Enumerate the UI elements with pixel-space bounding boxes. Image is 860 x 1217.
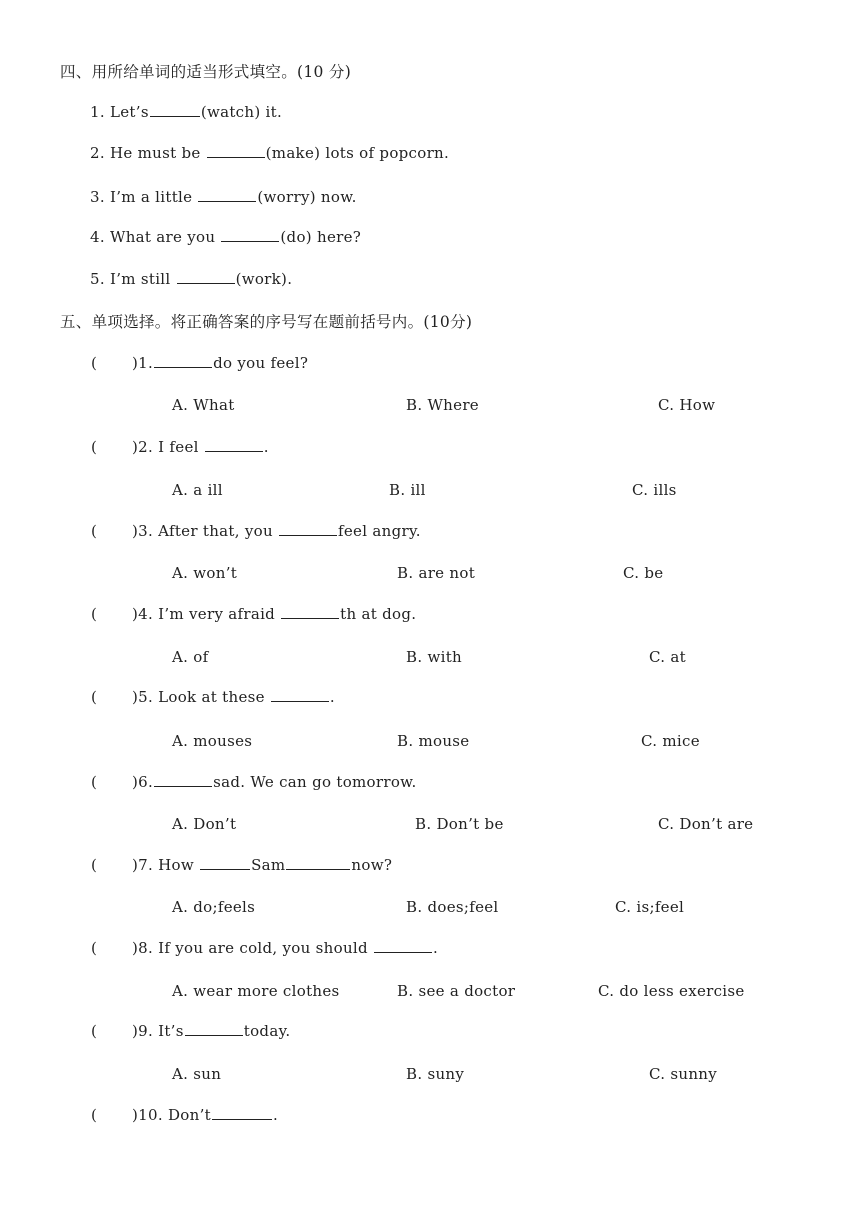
option-b[interactable]: B. are not — [397, 564, 476, 582]
item-text: (make) lots of popcorn. — [265, 144, 450, 162]
answer-paren[interactable]: ( — [91, 605, 98, 623]
question-text: )5. Look at these — [132, 688, 270, 706]
question-10 — [91, 1105, 278, 1125]
question-text: feel angry. — [338, 522, 421, 540]
option-a[interactable]: A. do;feels — [172, 898, 256, 916]
answer-paren[interactable]: ( — [91, 773, 98, 791]
answer-paren[interactable]: ( — [91, 1106, 98, 1124]
answer-blank[interactable] — [207, 143, 265, 158]
question-text: )8. If you are cold, you should — [132, 939, 373, 957]
item-text: (watch) it. — [200, 103, 283, 121]
section-5-heading: 五、单项选择。将正确答案的序号写在题前括号内。(10分) — [60, 313, 473, 331]
answer-blank[interactable] — [286, 855, 350, 870]
answer-paren[interactable]: ( — [91, 522, 98, 540]
question-text: sad. We can go tomorrow. — [213, 773, 417, 791]
option-c[interactable]: C. do less exercise — [598, 982, 745, 1000]
item-text: 4. What are you — [90, 228, 221, 246]
item-text: 3. I’m a little — [90, 188, 198, 206]
question-text: now? — [351, 856, 393, 874]
question-text: . — [273, 1106, 279, 1124]
answer-blank[interactable] — [154, 772, 212, 787]
question-9 — [91, 1021, 290, 1041]
fill-item-4 — [90, 227, 361, 247]
question-text: . — [263, 438, 269, 456]
question-2 — [91, 437, 269, 457]
option-a[interactable]: A. wear more clothes — [172, 982, 340, 1000]
answer-blank[interactable] — [221, 227, 279, 242]
question-1 — [91, 353, 308, 373]
answer-blank[interactable] — [200, 855, 250, 870]
question-text: th at dog. — [340, 605, 417, 623]
option-b[interactable]: B. Don’t be — [415, 815, 504, 833]
question-3 — [91, 521, 421, 541]
section-4-heading: 四、用所给单词的适当形式填空。(10 分) — [60, 63, 352, 81]
answer-blank[interactable] — [279, 521, 337, 536]
option-b[interactable]: B. with — [406, 648, 462, 666]
question-text: . — [329, 688, 335, 706]
question-text: )4. I’m very afraid — [132, 605, 281, 623]
question-7 — [91, 855, 392, 875]
answer-paren[interactable]: ( — [91, 856, 98, 874]
item-text: 1. Let’s — [90, 103, 149, 121]
question-text: )2. I feel — [132, 438, 204, 456]
answer-blank[interactable] — [177, 269, 235, 284]
question-text: )1. — [132, 354, 154, 372]
option-a[interactable]: A. of — [172, 648, 209, 666]
question-text: )6. — [132, 773, 154, 791]
option-b[interactable]: B. mouse — [397, 732, 470, 750]
option-c[interactable]: C. sunny — [649, 1065, 718, 1083]
question-text: do you feel? — [213, 354, 309, 372]
item-text: (do) here? — [280, 228, 362, 246]
answer-blank[interactable] — [150, 102, 200, 117]
option-a[interactable]: A. mouses — [172, 732, 253, 750]
option-b[interactable]: B. ill — [389, 481, 426, 499]
answer-paren[interactable]: ( — [91, 438, 98, 456]
option-b[interactable]: B. Where — [406, 396, 479, 414]
answer-paren[interactable]: ( — [91, 939, 98, 957]
question-text: today. — [243, 1022, 291, 1040]
answer-blank[interactable] — [205, 437, 263, 452]
question-text: )9. It’s — [132, 1022, 184, 1040]
answer-blank[interactable] — [271, 687, 329, 702]
fill-item-3 — [90, 187, 357, 207]
answer-blank[interactable] — [185, 1021, 243, 1036]
question-text: )10. Don’t — [132, 1106, 211, 1124]
option-c[interactable]: C. is;feel — [615, 898, 685, 916]
item-text: 2. He must be — [90, 144, 206, 162]
option-b[interactable]: B. suny — [406, 1065, 465, 1083]
question-6 — [91, 772, 417, 792]
question-8 — [91, 938, 438, 958]
question-text: Sam — [251, 856, 286, 874]
option-a[interactable]: A. a ill — [172, 481, 223, 499]
question-text: )7. How — [132, 856, 200, 874]
answer-paren[interactable]: ( — [91, 1022, 98, 1040]
option-c[interactable]: C. at — [649, 648, 686, 666]
answer-blank[interactable] — [374, 938, 432, 953]
answer-paren[interactable]: ( — [91, 354, 98, 372]
option-b[interactable]: B. does;feel — [406, 898, 499, 916]
option-c[interactable]: C. How — [658, 396, 716, 414]
option-c[interactable]: C. Don’t are — [658, 815, 754, 833]
option-c[interactable]: C. be — [623, 564, 664, 582]
answer-blank[interactable] — [212, 1105, 272, 1120]
fill-item-1 — [90, 102, 282, 122]
question-5 — [91, 687, 335, 707]
option-c[interactable]: C. ills — [632, 481, 677, 499]
fill-item-2 — [90, 143, 449, 163]
question-4 — [91, 604, 416, 624]
item-text: 5. I’m still — [90, 270, 176, 288]
item-text: (worry) now. — [257, 188, 357, 206]
answer-blank[interactable] — [198, 187, 256, 202]
option-a[interactable]: A. What — [172, 396, 235, 414]
option-a[interactable]: A. sun — [172, 1065, 222, 1083]
fill-item-5 — [90, 269, 292, 289]
option-a[interactable]: A. won’t — [172, 564, 238, 582]
option-c[interactable]: C. mice — [641, 732, 700, 750]
option-a[interactable]: A. Don’t — [172, 815, 237, 833]
answer-paren[interactable]: ( — [91, 688, 98, 706]
item-text: (work). — [235, 270, 293, 288]
answer-blank[interactable] — [281, 604, 339, 619]
answer-blank[interactable] — [154, 353, 212, 368]
question-text: )3. After that, you — [132, 522, 279, 540]
option-b[interactable]: B. see a doctor — [397, 982, 516, 1000]
question-text: . — [433, 939, 439, 957]
